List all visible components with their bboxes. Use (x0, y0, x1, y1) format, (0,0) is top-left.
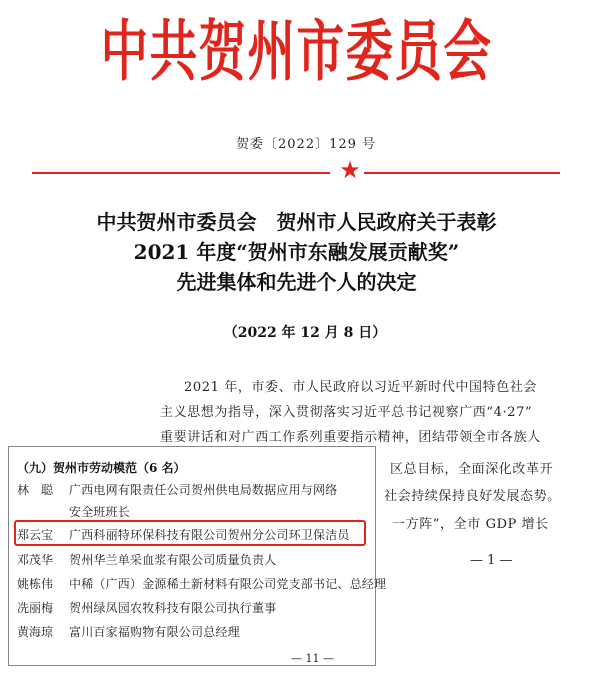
body-line-6: 一方阵”，全市 GDP 增长 (392, 517, 549, 532)
body-line-4: 区总目标，全面深化改革开 (390, 462, 554, 477)
list-item-name-highlighted: 郑云宝 (17, 528, 54, 542)
list-item-name: 邓茂华 (17, 553, 54, 567)
page-number-inset: — 11 — (291, 652, 334, 665)
list-item-title: 广西电网有限责任公司贺州供电局数据应用与网络 (69, 483, 338, 497)
list-item-title: 贺州绿凤园农牧科技有限公司执行董事 (69, 601, 277, 615)
list-item-name: 林 聪 (17, 483, 54, 497)
red-star-icon: ★ (339, 156, 361, 184)
org-header-title: 中共贺州市委员会 (100, 12, 493, 90)
list-item-title-highlighted: 广西科丽特环保科技有限公司贺州分公司环卫保洁员 (69, 528, 350, 542)
body-line-1: 2021 年，市委、市人民政府以习近平新时代中国特色社会 (184, 380, 538, 395)
list-item-title: 中稀（广西）金源稀土新材料有限公司党支部书记、总经理 (69, 577, 387, 591)
inset-heading: （九）贺州市劳动模范（6 名） (17, 461, 186, 475)
document-number: 贺委〔2022〕129 号 (236, 137, 377, 152)
body-line-2: 主义思想为指导，深入贯彻落实习近平总书记视察广西“4·27” (160, 405, 533, 420)
list-item-name: 姚栋伟 (17, 577, 54, 591)
decision-title-line-1: 中共贺州市委员会 贺州市人民政府关于表彰 (96, 210, 497, 234)
body-line-5: 社会持续保持良好发展态势。 (384, 489, 561, 504)
body-line-3: 重要讲话和对广西工作系列重要指示精神，团结带领全市各族人 (160, 430, 541, 445)
list-item-title: 富川百家福购物有限公司总经理 (69, 625, 240, 639)
list-item-name: 黄海琼 (17, 625, 54, 639)
award-list-inset (8, 446, 387, 666)
decision-title-line-3: 先进集体和先进个人的决定 (176, 270, 417, 294)
red-rule-right (364, 172, 560, 174)
page-number-main: — 1 — (470, 553, 513, 568)
decision-title-line-2: 2021 年度“贺州市东融发展贡献奖” (133, 240, 460, 264)
list-item-name: 冼丽梅 (17, 601, 54, 615)
list-item-title-cont: 安全班班长 (69, 505, 131, 519)
red-rule-left (32, 172, 330, 174)
list-item-title: 贺州华兰单采血浆有限公司质量负责人 (69, 553, 277, 567)
decision-date: （2022 年 12 月 8 日） (223, 325, 387, 341)
